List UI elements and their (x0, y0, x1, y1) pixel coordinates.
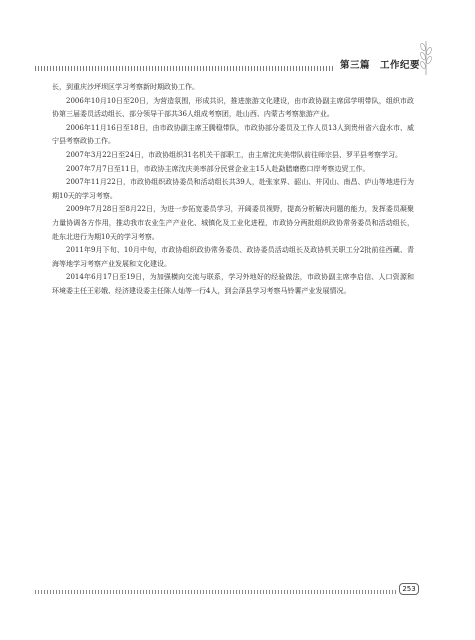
section-header-title: 第三篇 工作纪要 (340, 60, 421, 71)
document-body (52, 81, 414, 299)
wheat-ear-icon (417, 38, 435, 76)
paragraph: 2006年11月16日至18日，由市政协副主席王腾稳带队，市政协部分委员及工作人员13人到贵州省六盘水市、威宁县考察政协工作。 (52, 123, 414, 146)
paragraph: 2007年7月7日至11日，市政协主席沈庆美率部分民营企业主15人赴勐腊磨憨口岸考察边贸工作。 (66, 164, 370, 173)
paragraph: 长，到重庆沙坪坝区学习考察新时期政协工作。 (52, 83, 199, 91)
paragraph: 2006年10月10日至20日，为营造氛围，形成共识，推进旅游文化建设，由市政协副主席邱学明带队，组织市政协第三届委员活动组长、部分领导干部共36人组成考察团，赴山西、内蒙古考察旅游产业。 (52, 96, 414, 119)
page-number: 253 (399, 583, 419, 595)
paragraph: 2009年7月28日至8月22日，为进一步拓宽委员学习，开阔委员视野，提高分析解决问题的能力，发挥委员凝聚力量协调各方作用，推动我市农业生产产业化、城镇化及工业化进程，市政协分两批组织政协常务委员和活动组长，赴东北进行为期10天的学习考察。 (52, 205, 414, 241)
paragraph: 2011年9月下旬、10月中旬，市政协组织政协常务委员、政协委员活动组长及政协机关职工分2批前往西藏、青海等地学习考察产业发展和文化建设。 (52, 246, 414, 268)
paragraph: 2007年11月22日，市政协组织政协委员和活动组长共39人，赴张家界、韶山、井冈山、南昌、庐山等地进行为期10天的学习考察。 (52, 178, 414, 200)
paragraph: 2014年6月17日至19日，为加强横向交流与联系，学习外地好的经验做法，市政协副主席李启信、人口资源和环境委主任王彩娥、经济建设委主任陈人灿等一行4人，到会泽县学习考察马铃薯产业发展情况。 (52, 273, 414, 295)
footer-rule (35, 590, 397, 594)
paragraph: 2007年3月22日至24日，市政协组织31名机关干部职工，由主席沈庆美带队前往师宗县、罗平县考察学习。 (66, 150, 402, 159)
header-rule (35, 66, 335, 71)
